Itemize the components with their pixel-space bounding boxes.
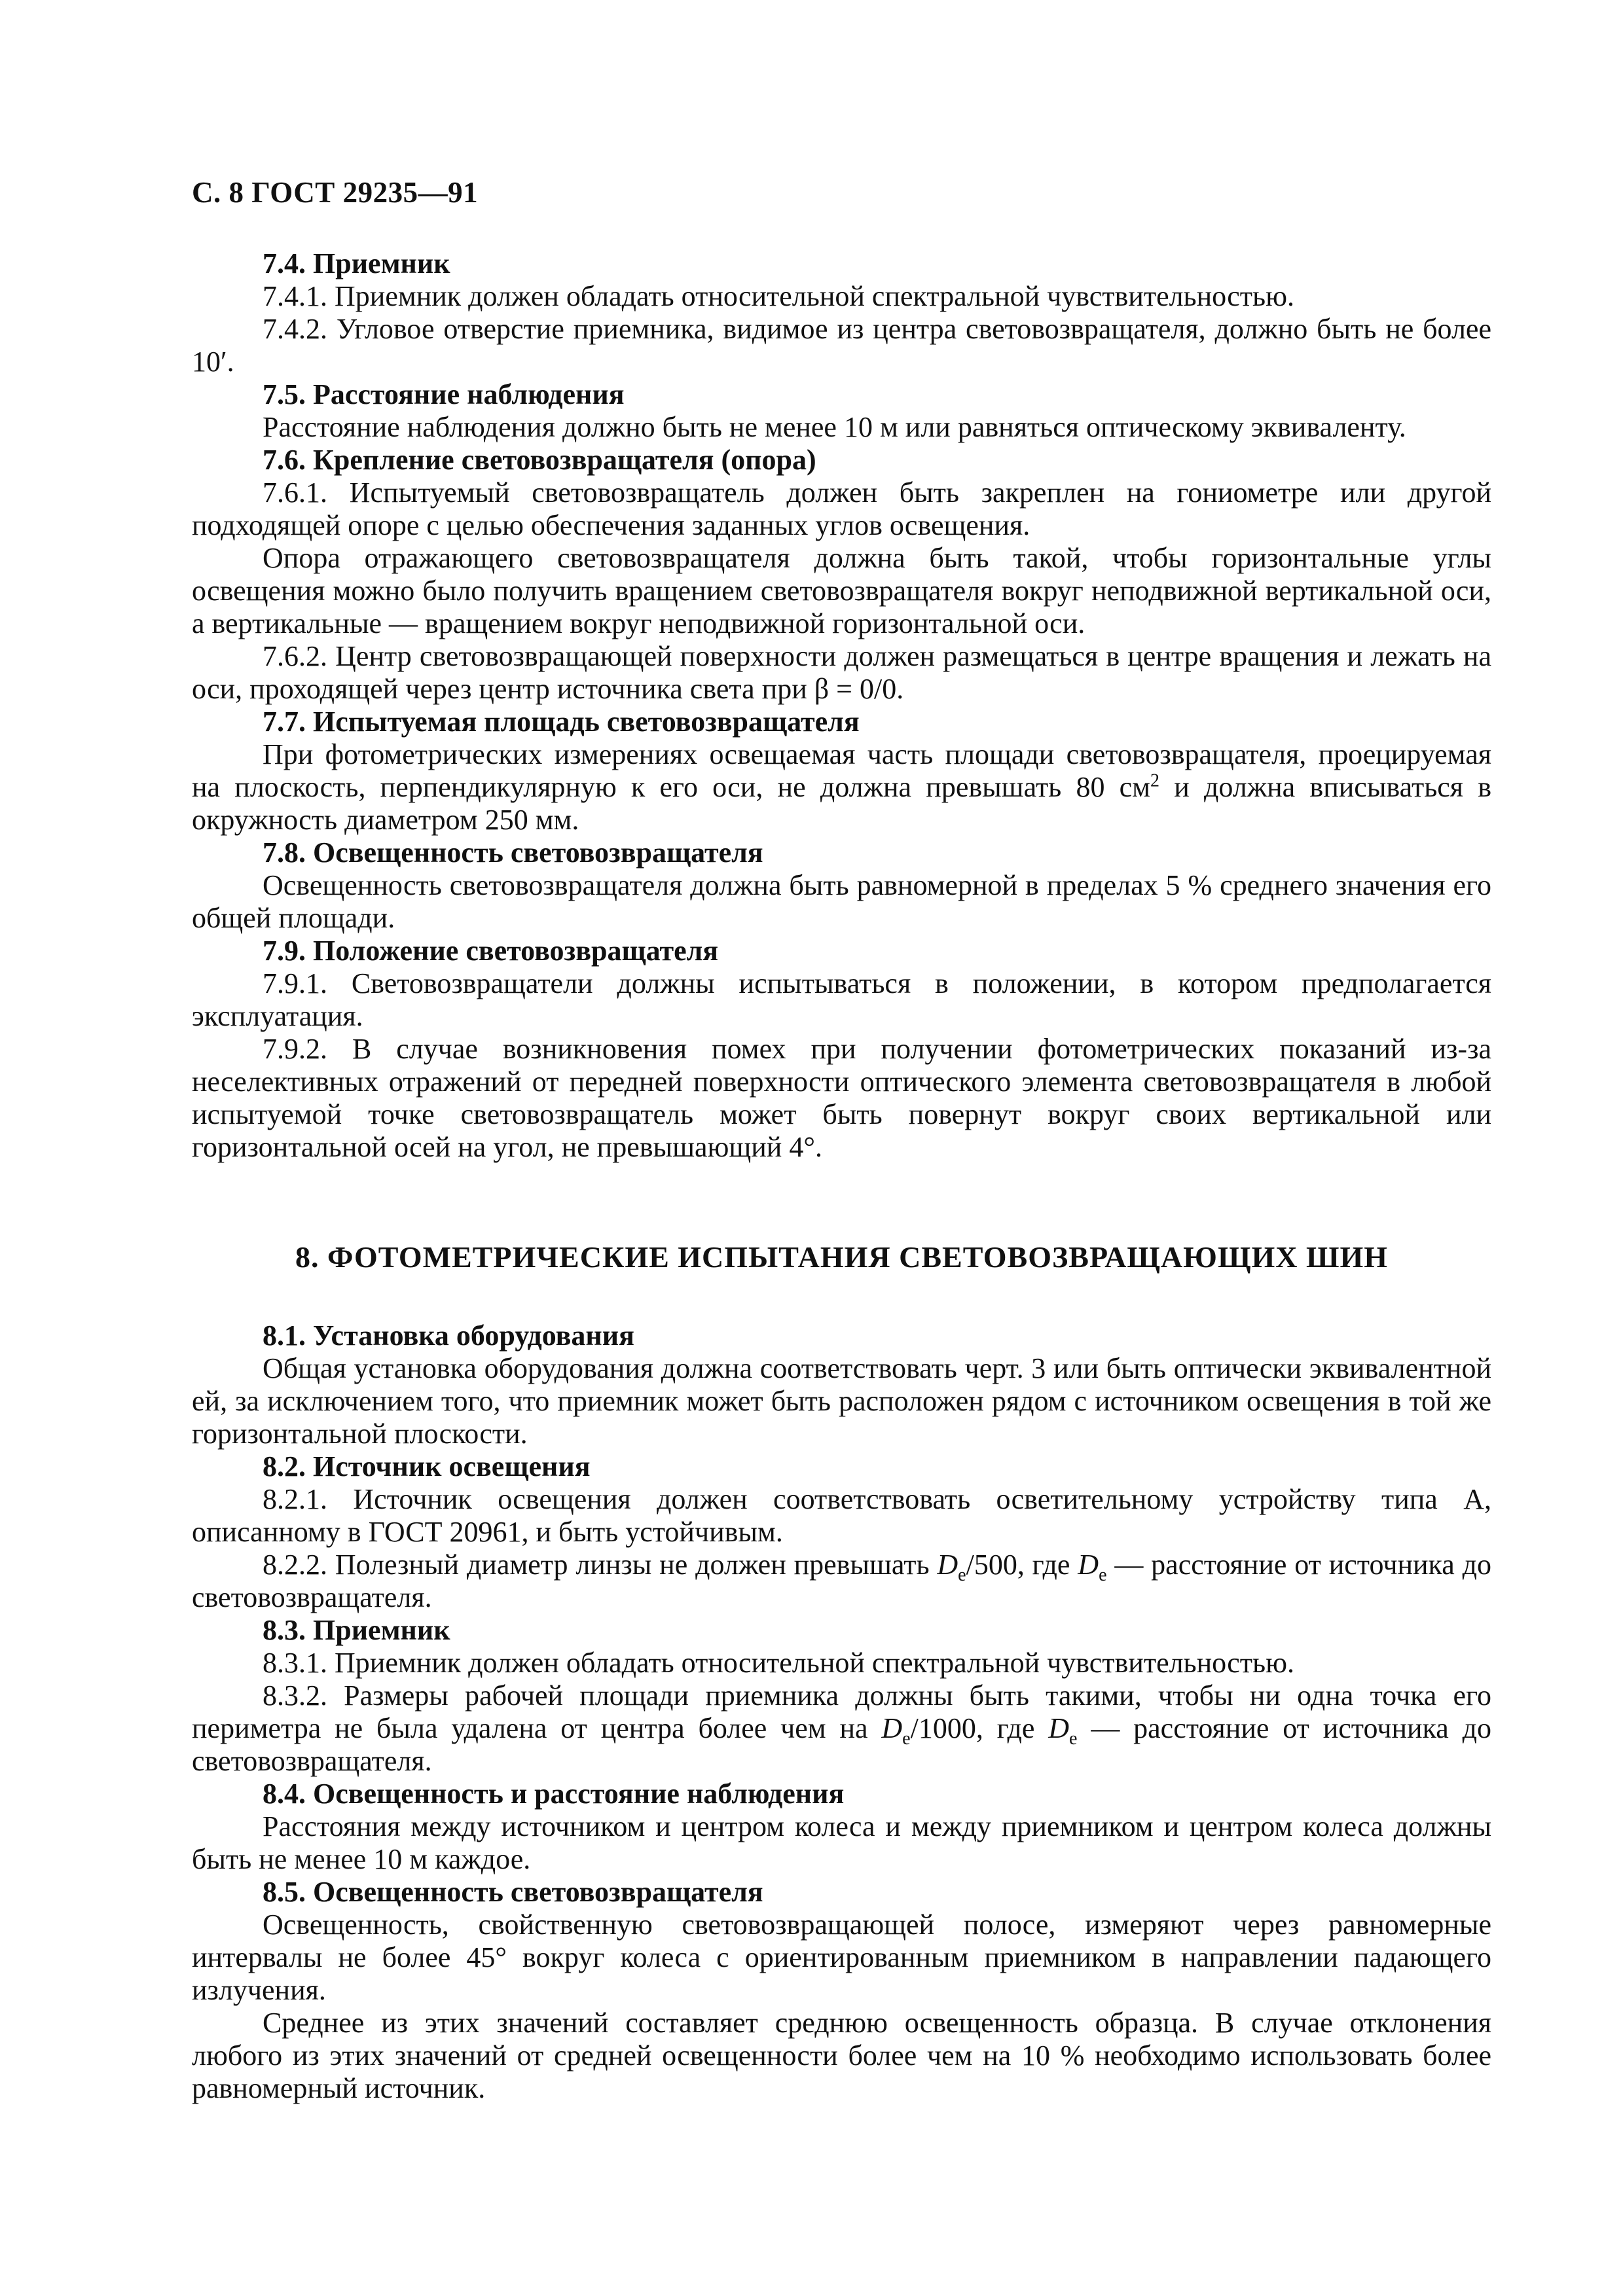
paragraph-7-4-1: 7.4.1. Приемник должен обладать относительной спектральной чувствительностью.: [263, 280, 1294, 312]
symbol-d: D: [1048, 1712, 1070, 1744]
heading-7-8: 7.8. Освещенность световозвращателя: [263, 836, 763, 869]
paragraph-8-3-2-part-b: /1000, где: [910, 1712, 1049, 1744]
page-header: С. 8 ГОСТ 29235—91: [192, 176, 479, 209]
paragraph-7-5: Расстояние наблюдения должно быть не менее 10 м или равняться оптическому эквиваленту.: [263, 411, 1406, 443]
symbol-d: D: [1078, 1549, 1099, 1581]
superscript-2: 2: [1150, 770, 1160, 791]
symbol-d: D: [937, 1549, 958, 1581]
paragraph-7-4-2: 7.4.2. Угловое отверстие приемника, видимое из центра световозвращателя, должно быть не более 10′.: [192, 313, 1491, 378]
paragraph-8-5: Освещенность, свойственную световозвращающей полосе, измеряют через равномерные интервалы не более 45° вокруг колеса с ориентированным приемником в направлении падающего излучения.: [192, 1909, 1491, 2006]
paragraph-8-2-2-part-b: /500, где: [966, 1549, 1078, 1581]
heading-8-4: 8.4. Освещенность и расстояние наблюдения: [263, 1778, 845, 1810]
subscript-e: e: [958, 1564, 966, 1585]
paragraph-7-6-1-b: Опора отражающего световозвращателя должна быть такой, чтобы горизонтальные углы освещения можно было получить вращением световозвращателя вокруг неподвижной вертикальной оси, а вертикальные — вращением вокруг неподвижной горизонтальной оси.: [192, 542, 1491, 639]
document-body: [192, 247, 1491, 2105]
paragraph-7-6-1: 7.6.1. Испытуемый световозвращатель должен быть закреплен на гониометре или другой подходящей опоре с целью обеспечения заданных углов освещения.: [192, 476, 1491, 541]
symbol-d: D: [881, 1712, 903, 1744]
heading-7-7: 7.7. Испытуемая площадь световозвращателя: [263, 706, 860, 738]
paragraph-7-7-part-a: При фотометрических измерениях освещаемая часть площади световозвращателя, проецируемая на плоскость, перпендикулярную к его оси, не должна превышать 80 см: [192, 738, 1491, 803]
paragraph-7-9-2: 7.9.2. В случае возникновения помех при получении фотометрических показаний из-за неселективных отражений от передней поверхности оптического элемента световозвращателя в любой испытуемой точке световозвращатель может быть повернут вокруг своих вертикальной или горизонтальной осей на угол, не превышающий 4°.: [192, 1033, 1491, 1163]
paragraph-7-9-1: 7.9.1. Световозвращатели должны испытываться в положении, в котором предполагается эксплуатация.: [192, 967, 1491, 1032]
paragraph-7-7-part-b: и должна вписываться в окружность диаметром 250 мм.: [192, 771, 1491, 836]
heading-8-2: 8.2. Источник освещения: [263, 1450, 591, 1482]
paragraph-8-3-2-part-c: — расстояние от источника до световозвращателя.: [192, 1712, 1491, 1777]
paragraph-8-2-2-part-a: 8.2.2. Полезный диаметр линзы не должен превышать: [263, 1549, 938, 1581]
paragraph-8-3-1: 8.3.1. Приемник должен обладать относительной спектральной чувствительностью.: [263, 1647, 1294, 1679]
paragraph-8-3-2-part-a: 8.3.2. Размеры рабочей площади приемника должны быть такими, чтобы ни одна точка его периметра не была удалена от центра более чем на: [192, 1679, 1491, 1744]
paragraph-8-2-2-part-c: — расстояние от источника до световозвращателя.: [192, 1549, 1492, 1613]
heading-8-1: 8.1. Установка оборудования: [263, 1319, 634, 1352]
heading-7-9: 7.9. Положение световозвращателя: [263, 935, 719, 967]
paragraph-8-4: Расстояния между источником и центром колеса и между приемником и центром колеса должны быть не менее 10 м каждое.: [192, 1810, 1491, 1875]
paragraph-8-2-2: [192, 1549, 1491, 1614]
paragraph-8-2-1: 8.2.1. Источник освещения должен соответствовать осветительному устройству типа А, описанному в ГОСТ 20961, и быть устойчивым.: [192, 1483, 1491, 1548]
subscript-e: e: [1069, 1728, 1078, 1749]
heading-8-5: 8.5. Освещенность световозвращателя: [263, 1876, 763, 1908]
paragraph-7-8: Освещенность световозвращателя должна быть равномерной в пределах 5 % среднего значения его общей площади.: [192, 869, 1491, 934]
heading-7-6: 7.6. Крепление световозвращателя (опора): [263, 444, 816, 476]
paragraph-8-5-b: Среднее из этих значений составляет среднюю освещенность образца. В случае отклонения любого из этих значений от средней освещенности более чем на 10 % необходимо использовать более равномерный источник.: [192, 2007, 1491, 2104]
heading-7-5: 7.5. Расстояние наблюдения: [263, 378, 625, 410]
paragraph-8-3-2: [192, 1679, 1491, 1778]
paragraph-8-1: Общая установка оборудования должна соответствовать черт. 3 или быть оптически эквивалентной ей, за исключением того, что приемник может быть расположен рядом с источником освещения в той же горизонтальной плоскости.: [192, 1352, 1491, 1450]
subscript-e: e: [1099, 1564, 1107, 1585]
paragraph-7-6-2: 7.6.2. Центр световозвращающей поверхности должен размещаться в центре вращения и лежать на оси, проходящей через центр источника света при β = 0/0.: [192, 640, 1491, 705]
subscript-e: e: [902, 1728, 911, 1749]
heading-8-3: 8.3. Приемник: [263, 1614, 450, 1646]
heading-7-4: 7.4. Приемник: [263, 247, 450, 279]
section-8-title: 8. ФОТОМЕТРИЧЕСКИЕ ИСПЫТАНИЯ СВЕТОВОЗВРАЩАЮЩИХ ШИН: [295, 1240, 1389, 1274]
paragraph-7-7: [192, 738, 1491, 836]
